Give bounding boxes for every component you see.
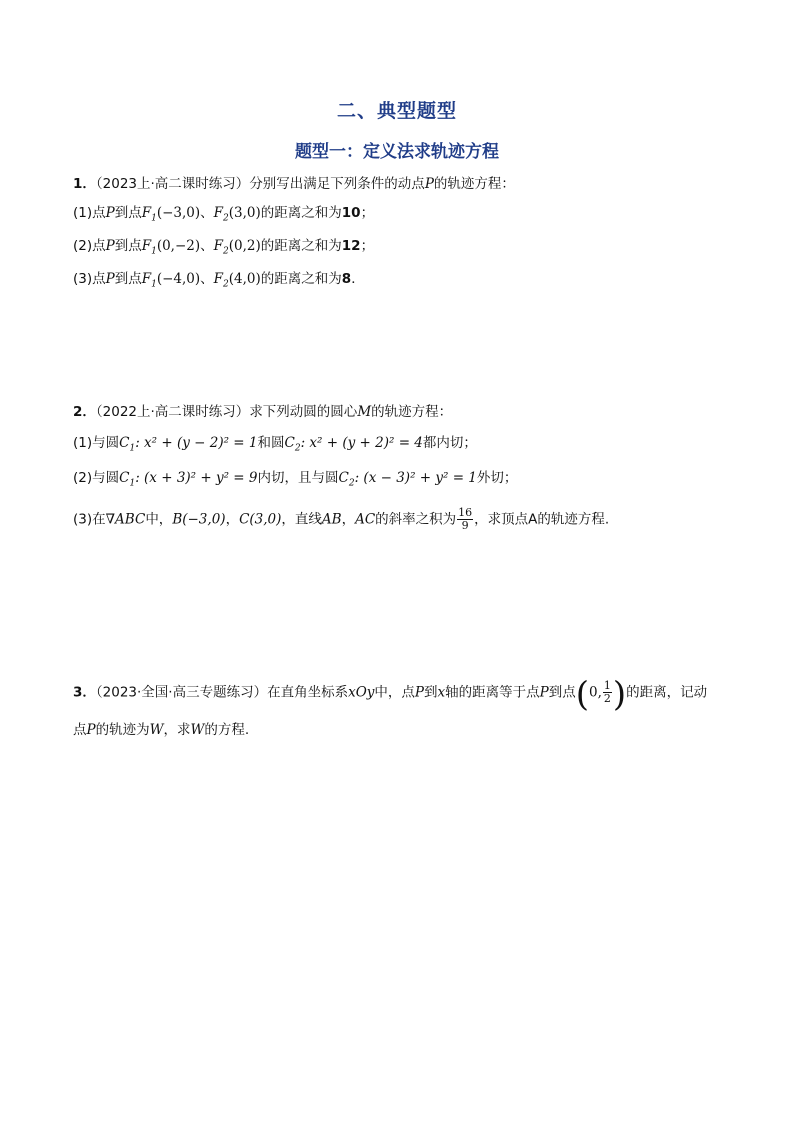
math-coord: (3,0) [228,205,261,221]
problem-text: 求下列动圆的圆心 [249,404,358,420]
problem-3-line-1 [73,674,708,715]
item-text: 点 [92,205,106,221]
math-line-ac: AC [355,511,376,528]
problem-2-stem [73,402,452,422]
item-text: 点 [92,238,106,254]
math-var: P [105,205,115,221]
circle-c2: $C_2$ [338,470,355,489]
math-equation: : (x + 3)² + y² = 9 [135,470,258,486]
problem-1-item-1: (1)点P到点$F_1(-3,0)$、$F_2(3,0)$的距离之和为10； [73,205,375,224]
item-value: 8 [341,271,352,287]
problem-text: 的轨迹方程： [371,404,453,420]
math-coord: (−4,0) [156,271,201,287]
circle-c1: $C_1$ [119,435,136,454]
item-label: (3) [73,511,93,528]
problem-text: ，求 [163,722,191,738]
fraction-1-2 [603,680,612,705]
item-text: 的距离之和为 [260,271,342,287]
math-var: P [539,684,549,701]
problem-2-item-2 [73,468,517,488]
focus-f1: $F_1$ [141,205,157,224]
item-value: 10 [341,205,361,221]
math-var: W [190,722,205,738]
focus-f2: $F_2$ [213,205,229,224]
math-coord: (4,0) [228,271,261,287]
math-triangle: ∇ABC [105,511,146,528]
problem-text: 轴的距离等于点 [445,684,540,701]
item-label: (3) [73,271,93,287]
problem-text: 中，点 [374,684,415,701]
fraction-numerator: 1 [603,679,611,692]
fraction-denominator: 9 [461,519,469,532]
circle-c2: $C_2$ [284,435,301,454]
problem-text: 在直角坐标系 [267,684,349,701]
math-coord: (0,2) [228,238,261,254]
focus-f2: $F_2$ [213,238,229,257]
item-text: 的距离之和为 [260,238,342,254]
item-text: 点 [92,271,106,287]
math-point-c: C(3,0) [239,511,282,528]
item-label: (1) [73,205,93,221]
item-value: 12 [341,238,361,254]
math-var: P [86,722,96,738]
item-text: 和圆 [257,435,285,451]
problem-1-item-2: (2)点P到点$F_1(0,-2)$、$F_2(0,2)$的距离之和为12； [73,238,375,257]
problem-2-item-3 [73,507,609,532]
math-var: P [424,176,434,192]
math-coord-system: xOy [348,684,375,701]
problem-number: 2． [73,404,96,420]
item-text: 到点 [114,238,142,254]
fraction-denominator: 2 [603,692,611,705]
item-text: ； [360,238,375,254]
paren-left: ( [575,674,589,715]
item-text: ， [225,511,240,528]
item-label: (2) [73,238,93,254]
math-var: x [437,684,446,701]
problem-source: （2023上·高二课时练习） [95,176,250,192]
math-equation: : x² + (y + 2)² = 4 [300,435,423,451]
problem-2-item-1 [73,433,477,453]
problem-text: 点 [73,722,87,738]
problem-text: 到点 [548,684,576,701]
item-text: ， [341,511,356,528]
focus-f1: $F_1$ [141,271,157,290]
item-label: (1) [73,435,93,451]
math-var: M [357,404,372,420]
math-var: P [105,238,115,254]
item-text: 外切； [476,470,518,486]
problem-text: 的轨迹方程： [433,176,515,192]
item-text: ． [351,271,365,287]
item-text: 都内切； [422,435,477,451]
item-text: 中， [145,511,173,528]
focus-f1: $F_1$ [141,238,157,257]
item-text: 与圆 [92,470,120,486]
paren-right: ) [612,674,627,715]
fraction-16-9 [457,507,473,532]
problem-text: 分别写出满足下列条件的动点 [249,176,425,192]
math-var: W [149,722,164,738]
item-text: ； [360,205,375,221]
problem-1-item-3: (3)点P到点$F_1(-4,0)$、$F_2(4,0)$的距离之和为8． [73,271,365,290]
problem-number: 3． [73,684,96,701]
math-equation: : (x − 3)² + y² = 1 [354,470,477,486]
item-text: 内切，且与圆 [257,470,339,486]
problem-source: （2022上·高二课时练习） [95,404,250,420]
problem-text: 的方程. [204,722,250,738]
problem-text: 的轨迹为 [95,722,150,738]
problem-text: 到 [424,684,438,701]
circle-c1: $C_1$ [119,470,136,489]
math-coord: (0,−2) [156,238,201,254]
math-var: P [414,684,425,701]
math-var: P [105,271,115,287]
math-coord: 0, [589,684,602,701]
item-text: ，直线 [281,511,322,528]
math-coord: (−3,0) [156,205,201,221]
problem-3-line-2 [73,720,249,740]
math-equation: : x² + (y − 2)² = 1 [135,435,258,451]
math-point-b: B(−3,0) [172,511,226,528]
item-text: 到点 [114,271,142,287]
item-text: 与圆 [92,435,120,451]
subsection-title: 题型一：定义法求轨迹方程 [295,142,499,162]
item-text: 的斜率之积为 [375,511,457,528]
focus-f2: $F_2$ [213,271,229,290]
item-text: ，求顶点A的轨迹方程. [474,511,610,528]
problem-number: 1． [73,176,96,192]
problem-text: 的距离，记动 [626,684,708,701]
item-text: 的距离之和为 [260,205,342,221]
problem-1-stem [73,174,515,194]
item-text: 到点 [114,205,142,221]
item-text: 在 [92,511,106,528]
item-label: (2) [73,470,93,486]
section-title: 二、典型题型 [336,100,457,122]
problem-source: （2023·全国·高三专题练习） [95,684,268,701]
math-line-ab: AB [321,511,342,528]
fraction-numerator: 16 [458,506,473,519]
